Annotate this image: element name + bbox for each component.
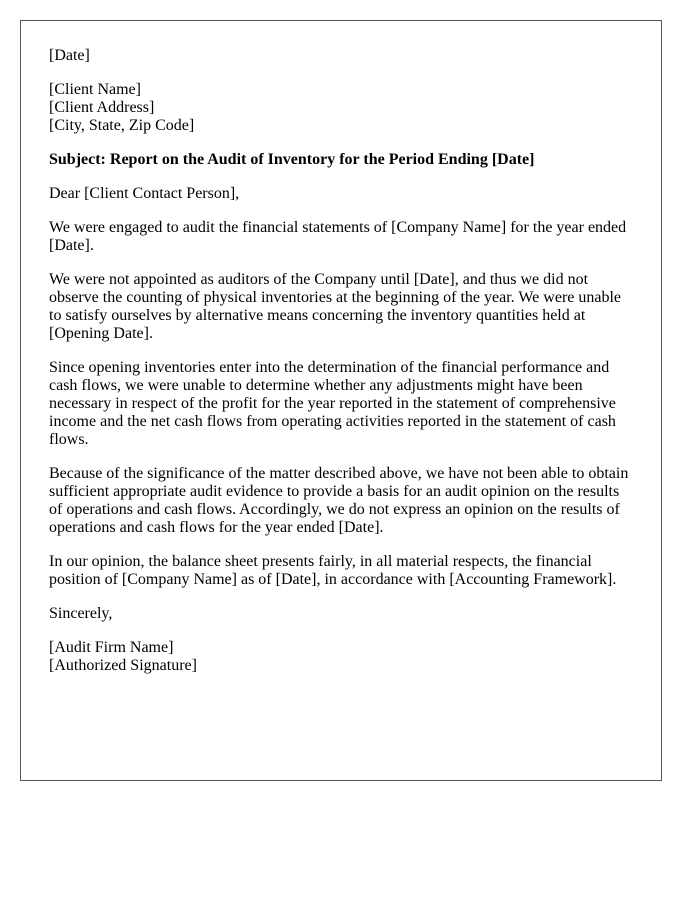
client-name: [Client Name]: [49, 81, 141, 98]
audit-firm-name: [Audit Firm Name]: [49, 639, 174, 656]
salutation: Dear [Client Contact Person],: [49, 185, 240, 202]
client-city: [City, State, Zip Code]: [49, 117, 195, 134]
closing: Sincerely,: [49, 605, 113, 622]
letter-document: [20, 20, 662, 781]
letter-date: [Date]: [49, 47, 90, 64]
signature-block: [49, 639, 634, 675]
subject-line: Subject: Report on the Audit of Inventory for the Period Ending [Date]: [49, 151, 535, 168]
body-paragraph: Since opening inventories enter into the determination of the financial performance and cash flows, we were unable to determine whether any adjustments might have been necessary in respect of the profit for the year reported in the statement of comprehensive income and the net cash flows from operating activities reported in the statement of cash flows.: [49, 359, 616, 448]
recipient-block: [49, 81, 634, 135]
authorized-signature: [Authorized Signature]: [49, 657, 197, 674]
body-paragraph: Because of the significance of the matter described above, we have not been able to obtain sufficient appropriate audit evidence to provide a basis for an audit opinion on the results of operations and cash flows. Accordingly, we do not express an opinion on the results of operations and cash flows for the year ended [Date].: [49, 465, 629, 536]
body-paragraph: We were engaged to audit the financial statements of [Company Name] for the year ended [Date].: [49, 219, 627, 254]
body-paragraph: We were not appointed as auditors of the Company until [Date], and thus we did not observe the counting of physical inventories at the beginning of the year. We were unable to satisfy ourselves by alternative means concerning the inventory quantities held at [Opening Date].: [49, 271, 622, 342]
client-address: [Client Address]: [49, 99, 155, 116]
body-paragraph: In our opinion, the balance sheet presents fairly, in all material respects, the financial position of [Company Name] as of [Date], in accordance with [Accounting Framework].: [49, 553, 617, 588]
